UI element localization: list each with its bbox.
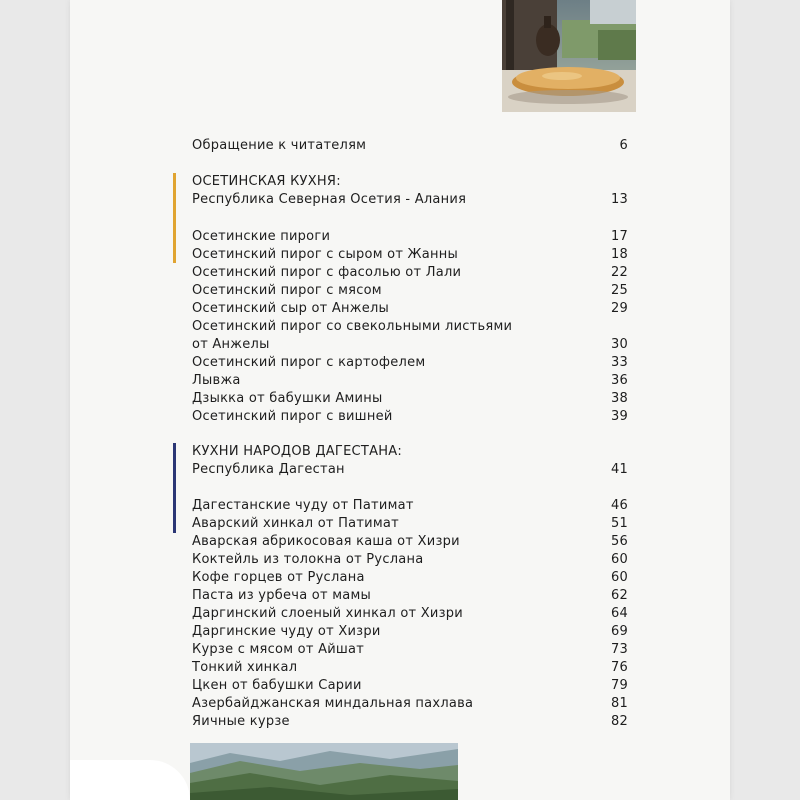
toc-entry[interactable]: Цкен от бабушки Сарии 79 — [192, 678, 628, 693]
toc-entry[interactable]: Курзе с мясом от Айшат 73 — [192, 642, 628, 657]
toc-entry[interactable]: Паста из урбеча от мамы 62 — [192, 588, 628, 603]
photo-mountains — [190, 743, 458, 800]
book-page — [70, 0, 730, 800]
toc-entry[interactable]: Аварский хинкал от Патимат 51 — [192, 516, 628, 531]
section-heading-dagestan: КУХНИ НАРОДОВ ДАГЕСТАНА: — [192, 444, 403, 459]
toc-entry[interactable]: Азербайджанская миндальная пахлава 81 — [192, 696, 628, 711]
toc-entry-title: Республика Дагестан — [192, 462, 345, 477]
toc-entry[interactable]: Аварская абрикосовая каша от Хизри 56 — [192, 534, 628, 549]
toc-entry[interactable]: Осетинский пирог с сыром от Жанны 18 — [192, 247, 628, 262]
toc-entry-page: 6 — [619, 138, 628, 153]
toc-entry[interactable]: Осетинский пирог со свекольными листьями — [192, 319, 513, 334]
toc-entry-title: Обращение к читателям — [192, 138, 367, 153]
toc-entry[interactable]: Тонкий хинкал 76 — [192, 660, 628, 675]
toc-entry-page: 41 — [610, 462, 628, 477]
toc-entry-dagestan-region[interactable] — [192, 461, 628, 478]
toc-entry-title: Республика Северная Осетия - Алания — [192, 192, 467, 207]
section-heading-ossetia: ОСЕТИНСКАЯ КУХНЯ: — [192, 174, 341, 189]
toc-entry[interactable]: Дзыкка от бабушки Амины 38 — [192, 391, 628, 406]
toc-entry[interactable]: Осетинский пирог с вишней 39 — [192, 409, 628, 424]
toc-entry-page: 13 — [610, 192, 628, 207]
toc-entry[interactable]: Осетинский пирог с картофелем 33 — [192, 355, 628, 370]
ossetia-accent-bar — [173, 173, 176, 263]
toc-entry[interactable]: Осетинский пирог с мясом 25 — [192, 283, 628, 298]
page-corner-decoration — [70, 760, 190, 800]
toc-entry[interactable]: Осетинский пирог с фасолью от Лали 22 — [192, 265, 628, 280]
toc-entry[interactable]: Осетинский сыр от Анжелы 29 — [192, 301, 628, 316]
toc-entry[interactable]: Лывжа 36 — [192, 373, 628, 388]
toc-entry[interactable]: Даргинские чуду от Хизри 69 — [192, 624, 628, 639]
toc-entry[interactable]: Яичные курзе 82 — [192, 714, 628, 729]
toc-entry[interactable]: Коктейль из толокна от Руслана 60 — [192, 552, 628, 567]
toc-entry[interactable]: от Анжелы 30 — [192, 337, 628, 352]
photo-pie — [502, 0, 636, 112]
toc-entry[interactable]: Дагестанские чуду от Патимат 46 — [192, 498, 628, 513]
toc-entry[interactable]: Даргинский слоеный хинкал от Хизри 64 — [192, 606, 628, 621]
dagestan-accent-bar — [173, 443, 176, 533]
toc-entry-intro[interactable] — [192, 137, 628, 154]
toc-entry[interactable]: Кофе горцев от Руслана 60 — [192, 570, 628, 585]
toc-entry[interactable]: Осетинские пироги 17 — [192, 229, 628, 244]
toc-entry-ossetia-region[interactable] — [192, 191, 628, 208]
